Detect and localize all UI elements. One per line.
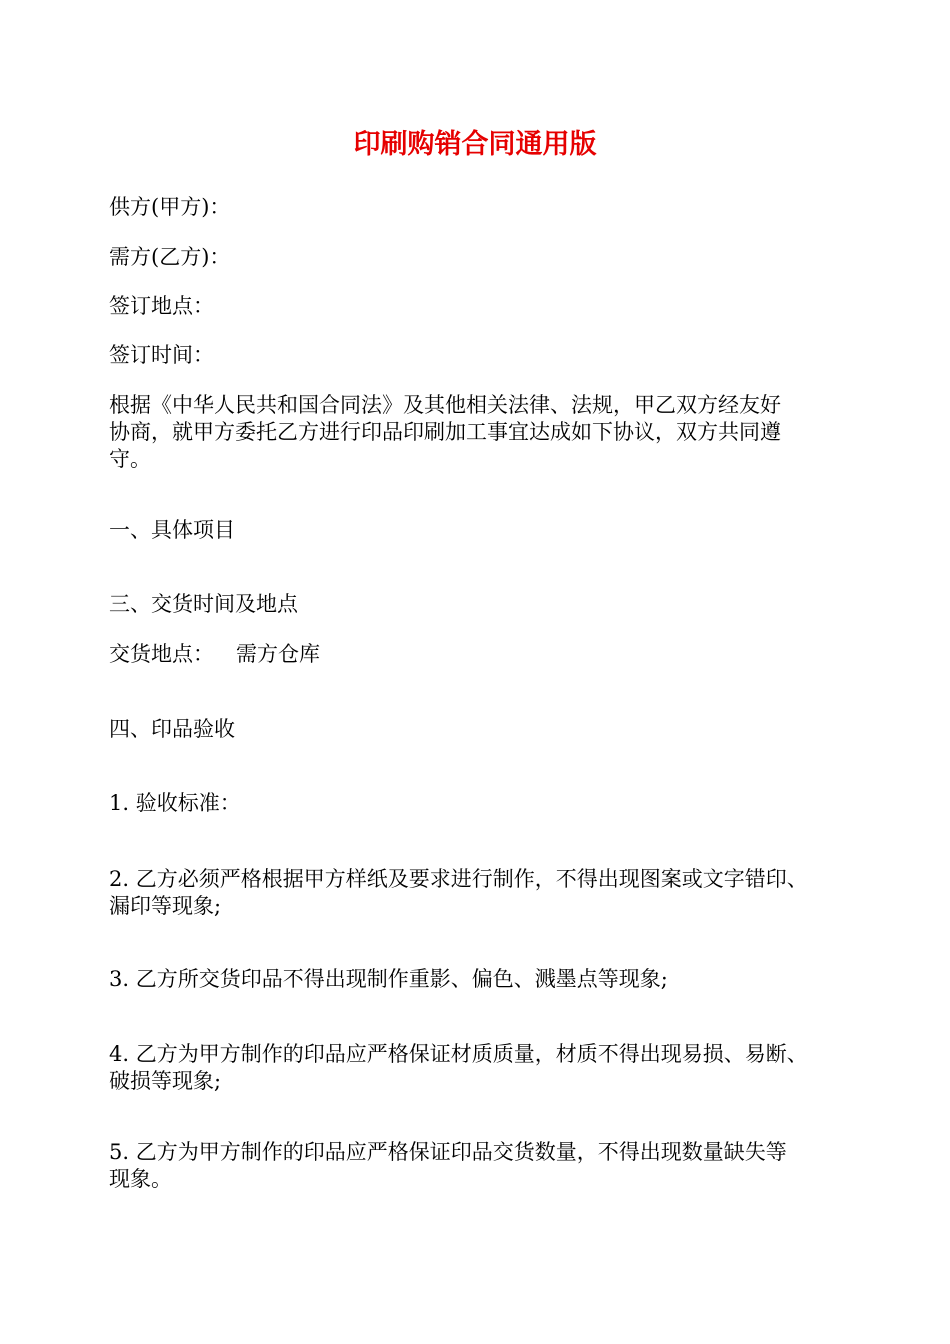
list-item-line: 2. 乙方必须严格根据甲方样纸及要求进行制作，不得出现图案或文字错印、 [109,867,808,891]
list-item [109,1139,869,1193]
section-heading-1: 一、具体项目 [109,518,235,542]
sign-place-field: 签订地点： [109,294,214,318]
section-heading-4: 四、印品验收 [109,717,235,741]
intro-line: 守。 [109,447,151,471]
list-item-line: 5. 乙方为甲方制作的印品应严格保证印品交货数量，不得出现数量缺失等 [109,1140,787,1164]
list-item [109,1041,869,1095]
delivery-place [109,641,869,668]
delivery-place-label: 交货地点： [109,642,214,666]
section-heading-3: 三、交货时间及地点 [109,592,298,616]
sign-time-field: 签订时间： [109,343,214,367]
list-item-line: 漏印等现象; [109,894,222,918]
list-item-line: 4. 乙方为甲方制作的印品应严格保证材质质量，材质不得出现易损、易断、 [109,1042,808,1066]
intro-paragraph [109,392,869,473]
supplier-field: 供方(甲方)： [109,195,231,219]
delivery-place-value: 需方仓库 [236,642,320,666]
document-title: 印刷购销合同通用版 [353,129,597,160]
buyer-field: 需方(乙方)： [109,245,231,269]
list-item-line: 现象。 [109,1167,172,1191]
list-item: 3. 乙方所交货印品不得出现制作重影、偏色、溅墨点等现象; [109,967,668,991]
intro-line: 协商，就甲方委托乙方进行印品印刷加工事宜达成如下协议，双方共同遵 [109,420,781,444]
list-item-line: 破损等现象; [109,1069,222,1093]
list-item [109,866,869,920]
list-item: 1. 验收标准： [109,791,241,815]
intro-line: 根据《中华人民共和国合同法》及其他相关法律、法规，甲乙双方经友好 [109,393,781,417]
